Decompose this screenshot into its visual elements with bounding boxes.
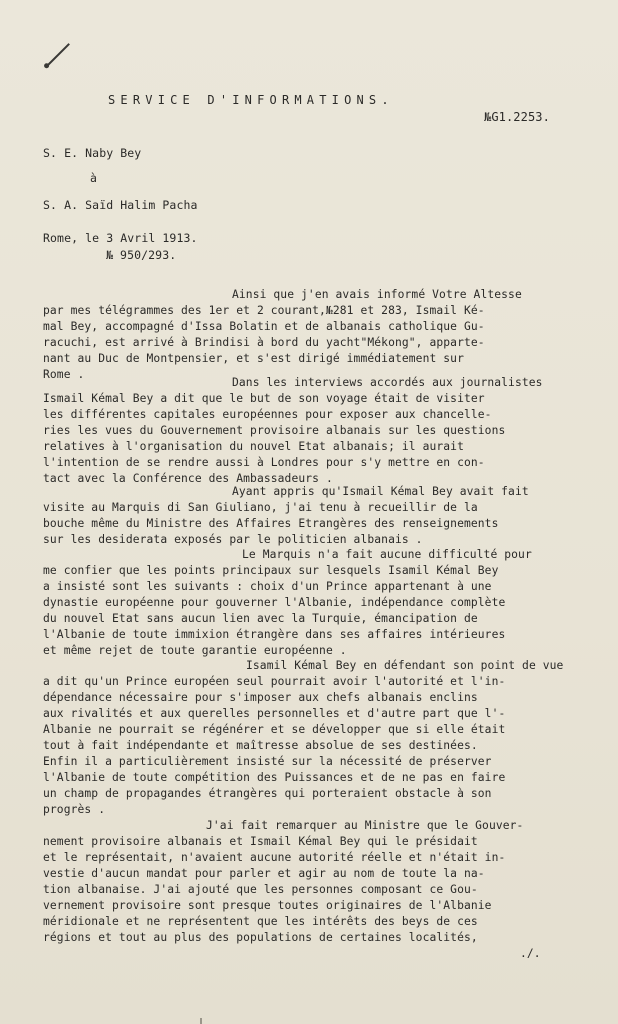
letterhead-title: SERVICE D'INFORMATIONS.: [108, 93, 394, 107]
body-line: un champ de propagandes étrangères qui porteraient obstacle à son: [43, 787, 492, 800]
place-date: Rome, le 3 Avril 1913.: [43, 231, 198, 245]
body-line: régions et tout au plus des populations de certaines localités,: [43, 931, 478, 944]
body-line: sur les desiderata exposés par le politicien albanais .: [43, 533, 423, 546]
body-line: Ismail Kémal Bey a dit que le but de son voyage était de visiter: [43, 392, 485, 405]
body-line: ries les vues du Gouvernement provisoire albanais sur les questions: [43, 424, 506, 437]
body-line: progrès .: [43, 803, 106, 816]
body-line: a dit qu'un Prince européen seul pourrait avoir l'autorité et l'in-: [43, 675, 506, 688]
body-line: a insisté sont les suivants : choix d'un Prince appartenant à une: [43, 580, 492, 593]
body-line: vernement provisoire sont presque toutes originaires de l'Albanie: [43, 899, 492, 912]
body-line: l'Albanie de toute compétition des Puissances et de ne pas en faire: [43, 771, 506, 784]
pencil-mark-icon: [47, 43, 70, 66]
body-line: Isamil Kémal Bey en défendant son point de vue: [246, 659, 564, 672]
body-line: Ainsi que j'en avais informé Votre Altesse: [232, 288, 522, 301]
body-line: relatives à l'organisation du nouvel Etat albanais; il aurait: [43, 440, 464, 453]
body-line: les différentes capitales européennes pour exposer aux chancelle-: [43, 408, 492, 421]
body-line: Rome .: [43, 368, 85, 381]
body-line: méridionale et ne représentent que les intérêts des beys de ces: [43, 915, 478, 928]
body-line: du nouvel Etat sans aucun lien avec la Turquie, émancipation de: [43, 612, 478, 625]
body-line: Dans les interviews accordés aux journalistes: [232, 376, 543, 389]
body-line: et le représentait, n'avaient aucune autorité réelle et n'était in-: [43, 851, 506, 864]
body-line: J'ai fait remarquer au Ministre que le Gouver-: [206, 819, 524, 832]
body-line: bouche même du Ministre des Affaires Etrangères des renseignements: [43, 517, 499, 530]
document-number: № 950/293.: [106, 248, 177, 262]
body-line: l'Albanie de toute immixion étrangère dans ses affaires intérieures: [43, 628, 506, 641]
body-line: Enfin il a particulièrement insisté sur la nécessité de préserver: [43, 755, 492, 768]
reference-number: №G1.2253.: [484, 110, 550, 124]
body-line: par mes télégrammes des 1er et 2 courant,№281 et 283, Ismail Ké-: [43, 304, 485, 317]
recipient: S. A. Saïd Halim Pacha: [43, 198, 198, 212]
body-line: mal Bey, accompagné d'Issa Bolatin et de albanais catholique Gu-: [43, 320, 485, 333]
body-line: aux rivalités et aux querelles personnelles et d'autre part que l'-: [43, 707, 506, 720]
body-line: l'intention de se rendre aussi à Londres pour s'y mettre en con-: [43, 456, 485, 469]
body-line: nant au Duc de Montpensier, et s'est dirigé immédiatement sur: [43, 352, 464, 365]
body-line: dépendance nécessaire pour s'imposer aux chefs albanais enclins: [43, 691, 478, 704]
body-line: Ayant appris qu'Ismail Kémal Bey avait fait: [232, 485, 529, 498]
body-line: me confier que les points principaux sur lesquels Isamil Kémal Bey: [43, 564, 499, 577]
body-line: racuchi, est arrivé à Brindisi à bord du yacht"Mékong", apparte-: [43, 336, 485, 349]
paper-mark: [200, 1018, 202, 1024]
body-line: Le Marquis n'a fait aucune difficulté pour: [242, 548, 532, 561]
body-line: tact avec la Conférence des Ambassadeurs .: [43, 472, 333, 485]
body-line: dynastie européenne pour gouverner l'Albanie, indépendance complète: [43, 596, 506, 609]
body-line: nement provisoire albanais et Ismail Kémal Bey qui le présidait: [43, 835, 478, 848]
sender: S. E. Naby Bey: [43, 146, 142, 160]
body-line: ./.: [520, 947, 541, 960]
body-line: tout à fait indépendante et maîtresse absolue de ses destinées.: [43, 739, 478, 752]
body-line: Albanie ne pourrait se régénérer et se développer que si elle était: [43, 723, 506, 736]
body-line: visite au Marquis di San Giuliano, j'ai tenu à recueillir de la: [43, 501, 478, 514]
body-line: vestie d'aucun mandat pour parler et agir au nom de toute la na-: [43, 867, 485, 880]
body-line: tion albanaise. J'ai ajouté que les personnes composant ce Gou-: [43, 883, 478, 896]
body-line: et même rejet de toute garantie européenne .: [43, 644, 347, 657]
to-word: à: [90, 171, 98, 185]
